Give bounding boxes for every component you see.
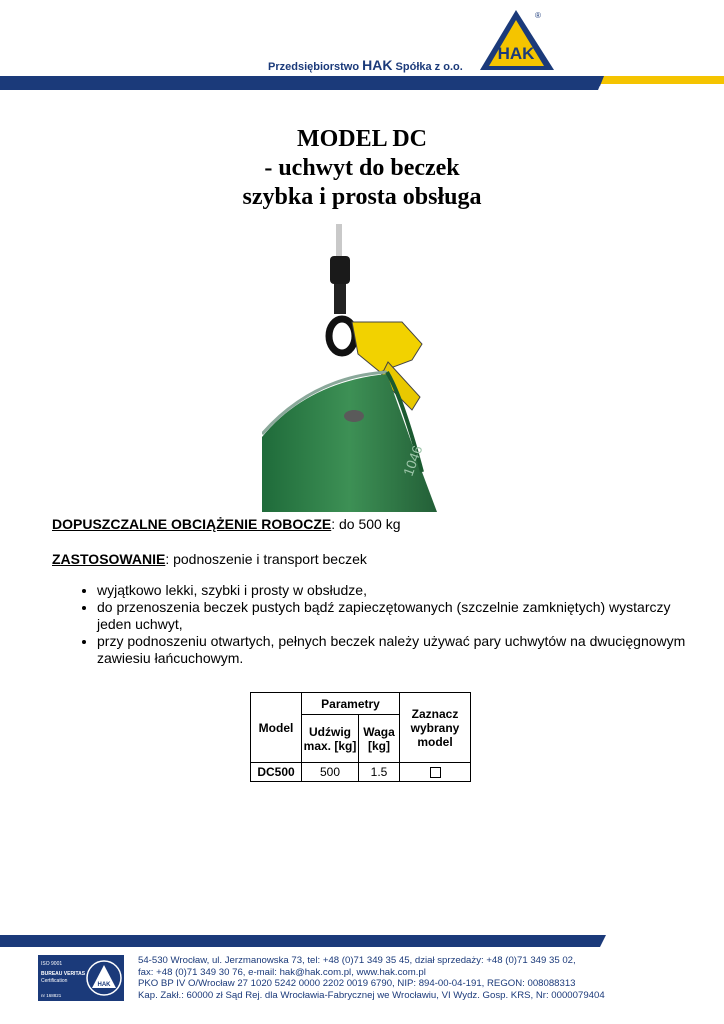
cert-iso: ISO 9001 — [41, 961, 63, 967]
header-params: Parametry — [302, 693, 400, 715]
load-value: : do 500 kg — [331, 516, 401, 532]
hak-logo — [476, 8, 562, 72]
footer-line-2: fax: +48 (0)71 349 30 76, e-mail: hak@hak.com.pl, www.hak.com.pl — [138, 966, 426, 978]
footer-line-4: Kap. Zakł.: 60000 zł Sąd Rej. dla Wrocławia-Fabrycznej we Wrocławiu, VI Wydz. Gosp. KRS, Nr: 0000079404 — [138, 989, 605, 1001]
usage-value: : podnoszenie i transport beczek — [165, 551, 367, 567]
load-capacity — [52, 516, 401, 532]
header-select: Zaznacz wybrany model — [400, 693, 471, 763]
load-label: DOPUSZCZALNE OBCIĄŻENIE ROBOCZE — [52, 516, 332, 532]
spec-table — [250, 692, 471, 782]
cert-number: nr 168821 — [41, 993, 62, 998]
feature-item: • wyjątkowo lekki, szybki i prosty w obsłudze, — [97, 582, 697, 599]
header-weight: Waga [kg] — [359, 715, 400, 763]
table-row — [251, 763, 471, 782]
cell-model: DC500 — [251, 763, 302, 782]
product-photo — [262, 222, 460, 512]
cert-kind: Certification — [41, 978, 68, 984]
feature-item: • przy podnoszeniu otwartych, pełnych beczek należy używać pary uchwytów na dwucięgnowym zawiesiu łańcuchowym. — [97, 633, 697, 667]
drum-marking: 1046 — [399, 443, 426, 479]
title-line-1: MODEL DC — [296, 126, 427, 152]
company-brand: HAK — [362, 57, 393, 73]
cell-select — [400, 763, 471, 782]
footer-band — [0, 935, 724, 947]
usage-label: ZASTOSOWANIE — [52, 551, 166, 567]
footer-line-3: PKO BP IV O/Wrocław 27 1020 5242 0000 2202 0019 6790, NIP: 894-00-04-191, REGON: 008088313 — [138, 978, 576, 989]
company-suffix: Spółka z o.o. — [395, 61, 463, 73]
logo-text: HAK — [497, 44, 535, 63]
title-line-2: - uchwyt do beczek — [264, 155, 460, 181]
header-band — [0, 76, 724, 90]
footer-line-1: 54-530 Wrocław, ul. Jerzmanowska 73, tel: +48 (0)71 349 35 45, dział sprzedaży: +48 (0)71 349 35 02, — [138, 955, 576, 966]
registered-mark: ® — [535, 11, 541, 20]
cell-capacity: 500 — [302, 763, 359, 782]
company-prefix: Przedsiębiorstwo — [268, 61, 360, 73]
cert-badge-text: HAK — [97, 982, 111, 988]
feature-item: • do przenoszenia beczek pustych bądź zapieczętowanych (szczelnie zamkniętych) wystarczy jeden uchwyt, — [97, 599, 697, 633]
header-model: Model — [251, 693, 302, 763]
cell-weight: 1.5 — [359, 763, 400, 782]
select-checkbox[interactable] — [430, 767, 441, 778]
certification-badge — [38, 955, 124, 1001]
feature-list — [75, 582, 697, 667]
cert-body: BUREAU VERITAS — [41, 971, 86, 977]
title-line-3: szybka i prosta obsługa — [242, 184, 482, 210]
company-name — [268, 57, 463, 73]
title-block — [0, 125, 724, 212]
header-capacity: Udźwig max. [kg] — [302, 715, 359, 763]
footer-contact — [138, 955, 605, 1001]
usage — [52, 551, 367, 567]
